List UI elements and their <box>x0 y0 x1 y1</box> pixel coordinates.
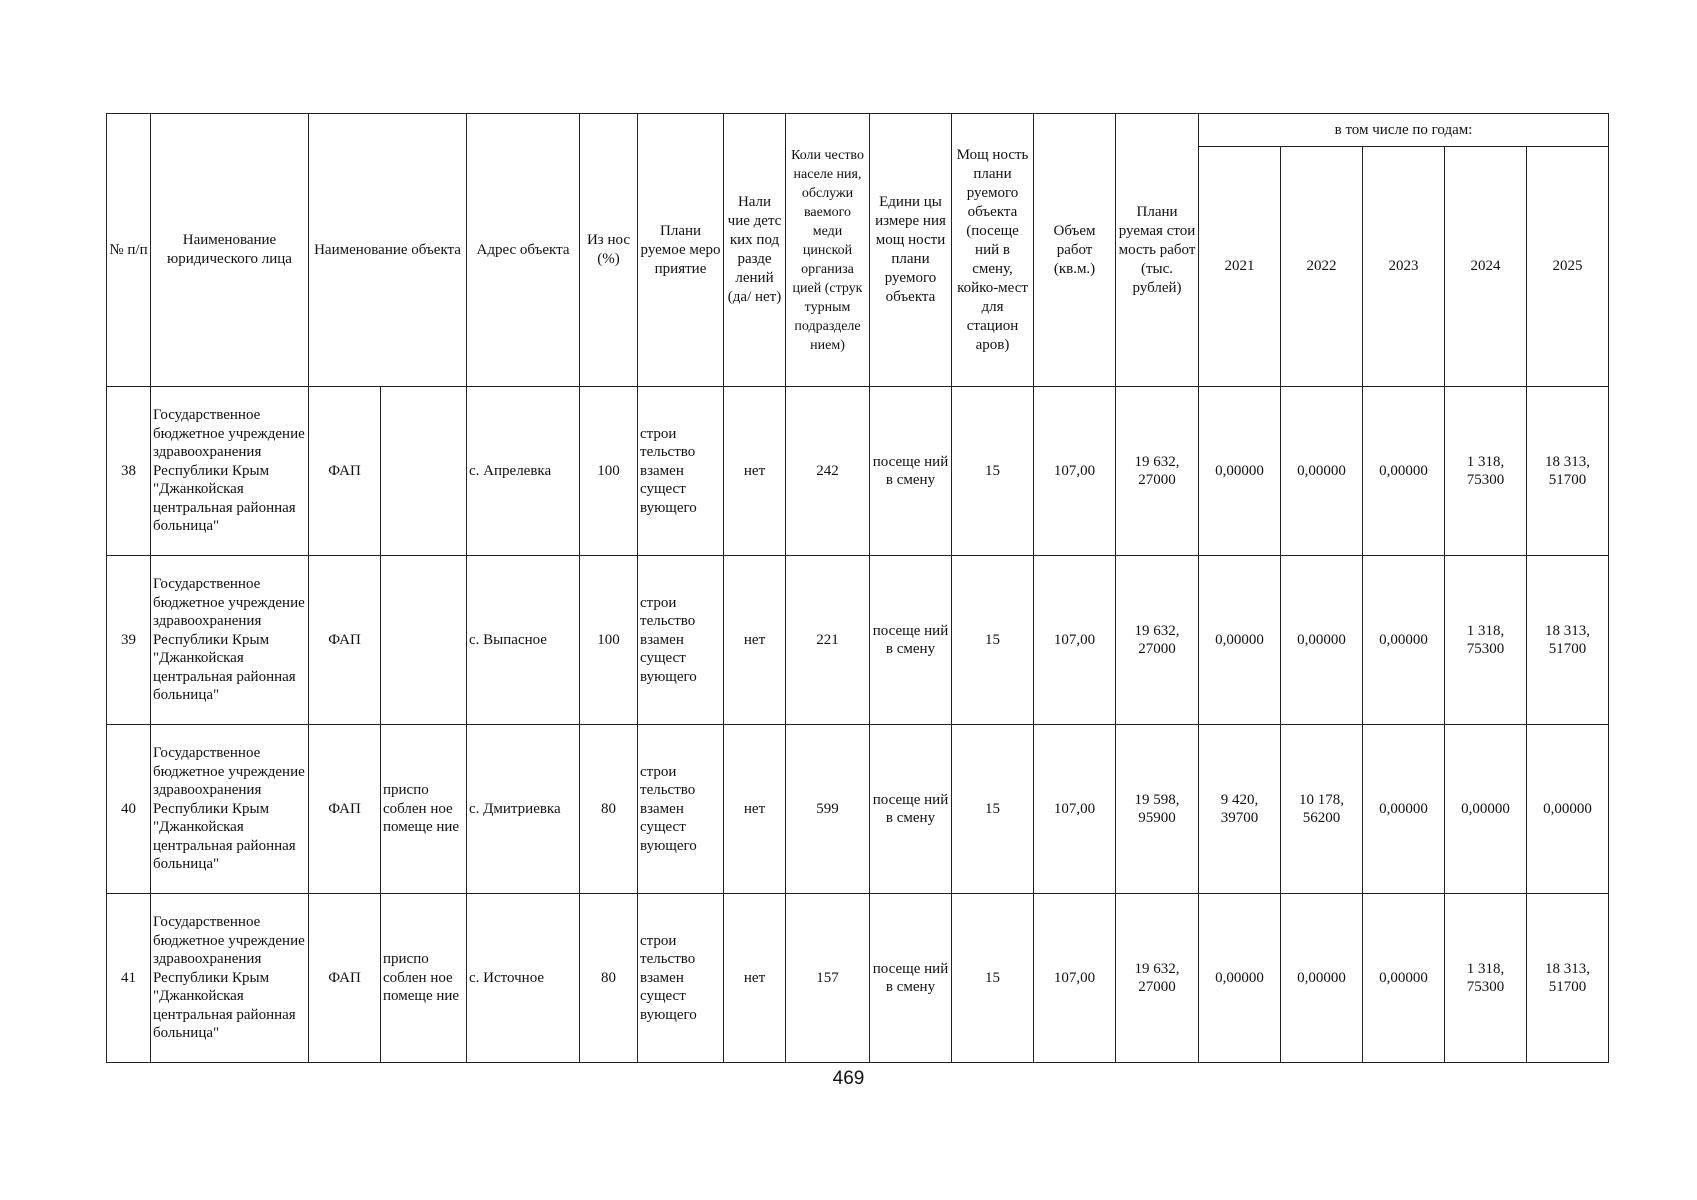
unit-cell: посеще ний в смену <box>870 556 952 725</box>
object-note-cell <box>381 387 467 556</box>
measure-cell: строи тельство взамен сущест вующего <box>638 725 724 894</box>
table-row <box>107 556 1609 725</box>
population-cell: 242 <box>786 387 870 556</box>
object-type-cell: ФАП <box>309 556 381 725</box>
year-cell: 9 420, 39700 <box>1199 725 1281 894</box>
row-num: 38 <box>107 387 151 556</box>
year-cell: 10 178, 56200 <box>1281 725 1363 894</box>
address-cell: с. Выпасное <box>467 556 580 725</box>
children-cell: нет <box>724 556 786 725</box>
cost-cell: 19 632, 27000 <box>1116 387 1199 556</box>
cost-cell: 19 632, 27000 <box>1116 556 1199 725</box>
object-type-cell: ФАП <box>309 725 381 894</box>
volume-cell: 107,00 <box>1034 556 1116 725</box>
year-cell: 0,00000 <box>1281 556 1363 725</box>
wear-cell: 100 <box>580 387 638 556</box>
object-note-cell: приспо соблен ное помеще ние <box>381 725 467 894</box>
header-num: № п/п <box>107 114 151 387</box>
row-num: 40 <box>107 725 151 894</box>
header-address: Адрес объекта <box>467 114 580 387</box>
cost-cell: 19 598, 95900 <box>1116 725 1199 894</box>
year-cell: 0,00000 <box>1281 387 1363 556</box>
header-unit: Едини цы измере ния мощ ности плани руемого объекта <box>870 114 952 387</box>
row-num: 39 <box>107 556 151 725</box>
header-capacity: Мощ ность плани руемого объекта (посеще ний в смену, койко-мест для стацион аров) <box>952 114 1034 387</box>
population-cell: 157 <box>786 894 870 1063</box>
measure-cell: строи тельство взамен сущест вующего <box>638 894 724 1063</box>
wear-cell: 100 <box>580 556 638 725</box>
unit-cell: посеще ний в смену <box>870 725 952 894</box>
year-cell: 0,00000 <box>1363 387 1445 556</box>
capacity-cell: 15 <box>952 556 1034 725</box>
header-year: 2024 <box>1445 147 1527 387</box>
object-type-cell: ФАП <box>309 387 381 556</box>
year-cell: 0,00000 <box>1199 387 1281 556</box>
header-volume: Объем работ (кв.м.) <box>1034 114 1116 387</box>
header-object-name: Наименование объекта <box>309 114 467 387</box>
capacity-cell: 15 <box>952 894 1034 1063</box>
year-cell: 0,00000 <box>1199 894 1281 1063</box>
measure-cell: строи тельство взамен сущест вующего <box>638 387 724 556</box>
legal-entity-cell: Государственное бюджетное учреждение здравоохранения Республики Крым "Джанкойская центральная районная больница" <box>151 556 309 725</box>
object-type-cell: ФАП <box>309 894 381 1063</box>
population-cell: 221 <box>786 556 870 725</box>
children-cell: нет <box>724 725 786 894</box>
table-row <box>107 894 1609 1063</box>
table-row <box>107 387 1609 556</box>
year-cell: 1 318, 75300 <box>1445 556 1527 725</box>
legal-entity-cell: Государственное бюджетное учреждение здравоохранения Республики Крым "Джанкойская центральная районная больница" <box>151 894 309 1063</box>
capacity-cell: 15 <box>952 387 1034 556</box>
volume-cell: 107,00 <box>1034 387 1116 556</box>
header-cost: Плани руемая стои мость работ (тыс. рублей) <box>1116 114 1199 387</box>
header-by-years: в том числе по годам: <box>1199 114 1609 147</box>
header-measure: Плани руемое меро приятие <box>638 114 724 387</box>
address-cell: с. Апрелевка <box>467 387 580 556</box>
year-cell: 0,00000 <box>1363 725 1445 894</box>
unit-cell: посеще ний в смену <box>870 894 952 1063</box>
header-year: 2025 <box>1527 147 1609 387</box>
header-population: Коли чество населе ния, обслужи ваемого меди цинской организа цией (струк турным подразделе нием) <box>786 114 870 387</box>
row-num: 41 <box>107 894 151 1063</box>
wear-cell: 80 <box>580 725 638 894</box>
legal-entity-cell: Государственное бюджетное учреждение здравоохранения Республики Крым "Джанкойская центральная районная больница" <box>151 725 309 894</box>
measure-cell: строи тельство взамен сущест вующего <box>638 556 724 725</box>
year-cell: 0,00000 <box>1363 894 1445 1063</box>
population-cell: 599 <box>786 725 870 894</box>
investment-program-table <box>106 113 1609 1063</box>
object-note-cell: приспо соблен ное помеще ние <box>381 894 467 1063</box>
year-cell: 1 318, 75300 <box>1445 894 1527 1063</box>
children-cell: нет <box>724 387 786 556</box>
volume-cell: 107,00 <box>1034 894 1116 1063</box>
year-cell: 1 318, 75300 <box>1445 387 1527 556</box>
year-cell: 0,00000 <box>1445 725 1527 894</box>
year-cell: 0,00000 <box>1363 556 1445 725</box>
year-cell: 0,00000 <box>1527 725 1609 894</box>
object-note-cell <box>381 556 467 725</box>
year-cell: 18 313, 51700 <box>1527 556 1609 725</box>
header-year: 2022 <box>1281 147 1363 387</box>
header-wear: Из нос (%) <box>580 114 638 387</box>
year-cell: 18 313, 51700 <box>1527 894 1609 1063</box>
wear-cell: 80 <box>580 894 638 1063</box>
children-cell: нет <box>724 894 786 1063</box>
table-row <box>107 725 1609 894</box>
capacity-cell: 15 <box>952 725 1034 894</box>
header-year: 2023 <box>1363 147 1445 387</box>
header-year: 2021 <box>1199 147 1281 387</box>
cost-cell: 19 632, 27000 <box>1116 894 1199 1063</box>
page-number: 469 <box>832 1068 865 1089</box>
legal-entity-cell: Государственное бюджетное учреждение здравоохранения Республики Крым "Джанкойская центральная районная больница" <box>151 387 309 556</box>
year-cell: 0,00000 <box>1199 556 1281 725</box>
year-cell: 18 313, 51700 <box>1527 387 1609 556</box>
address-cell: с. Дмитриевка <box>467 725 580 894</box>
header-children: Нали чие детс ких под разде лений (да/ нет) <box>724 114 786 387</box>
address-cell: с. Источное <box>467 894 580 1063</box>
year-cell: 0,00000 <box>1281 894 1363 1063</box>
header-legal-entity: Наименование юридического лица <box>151 114 309 387</box>
unit-cell: посеще ний в смену <box>870 387 952 556</box>
volume-cell: 107,00 <box>1034 725 1116 894</box>
